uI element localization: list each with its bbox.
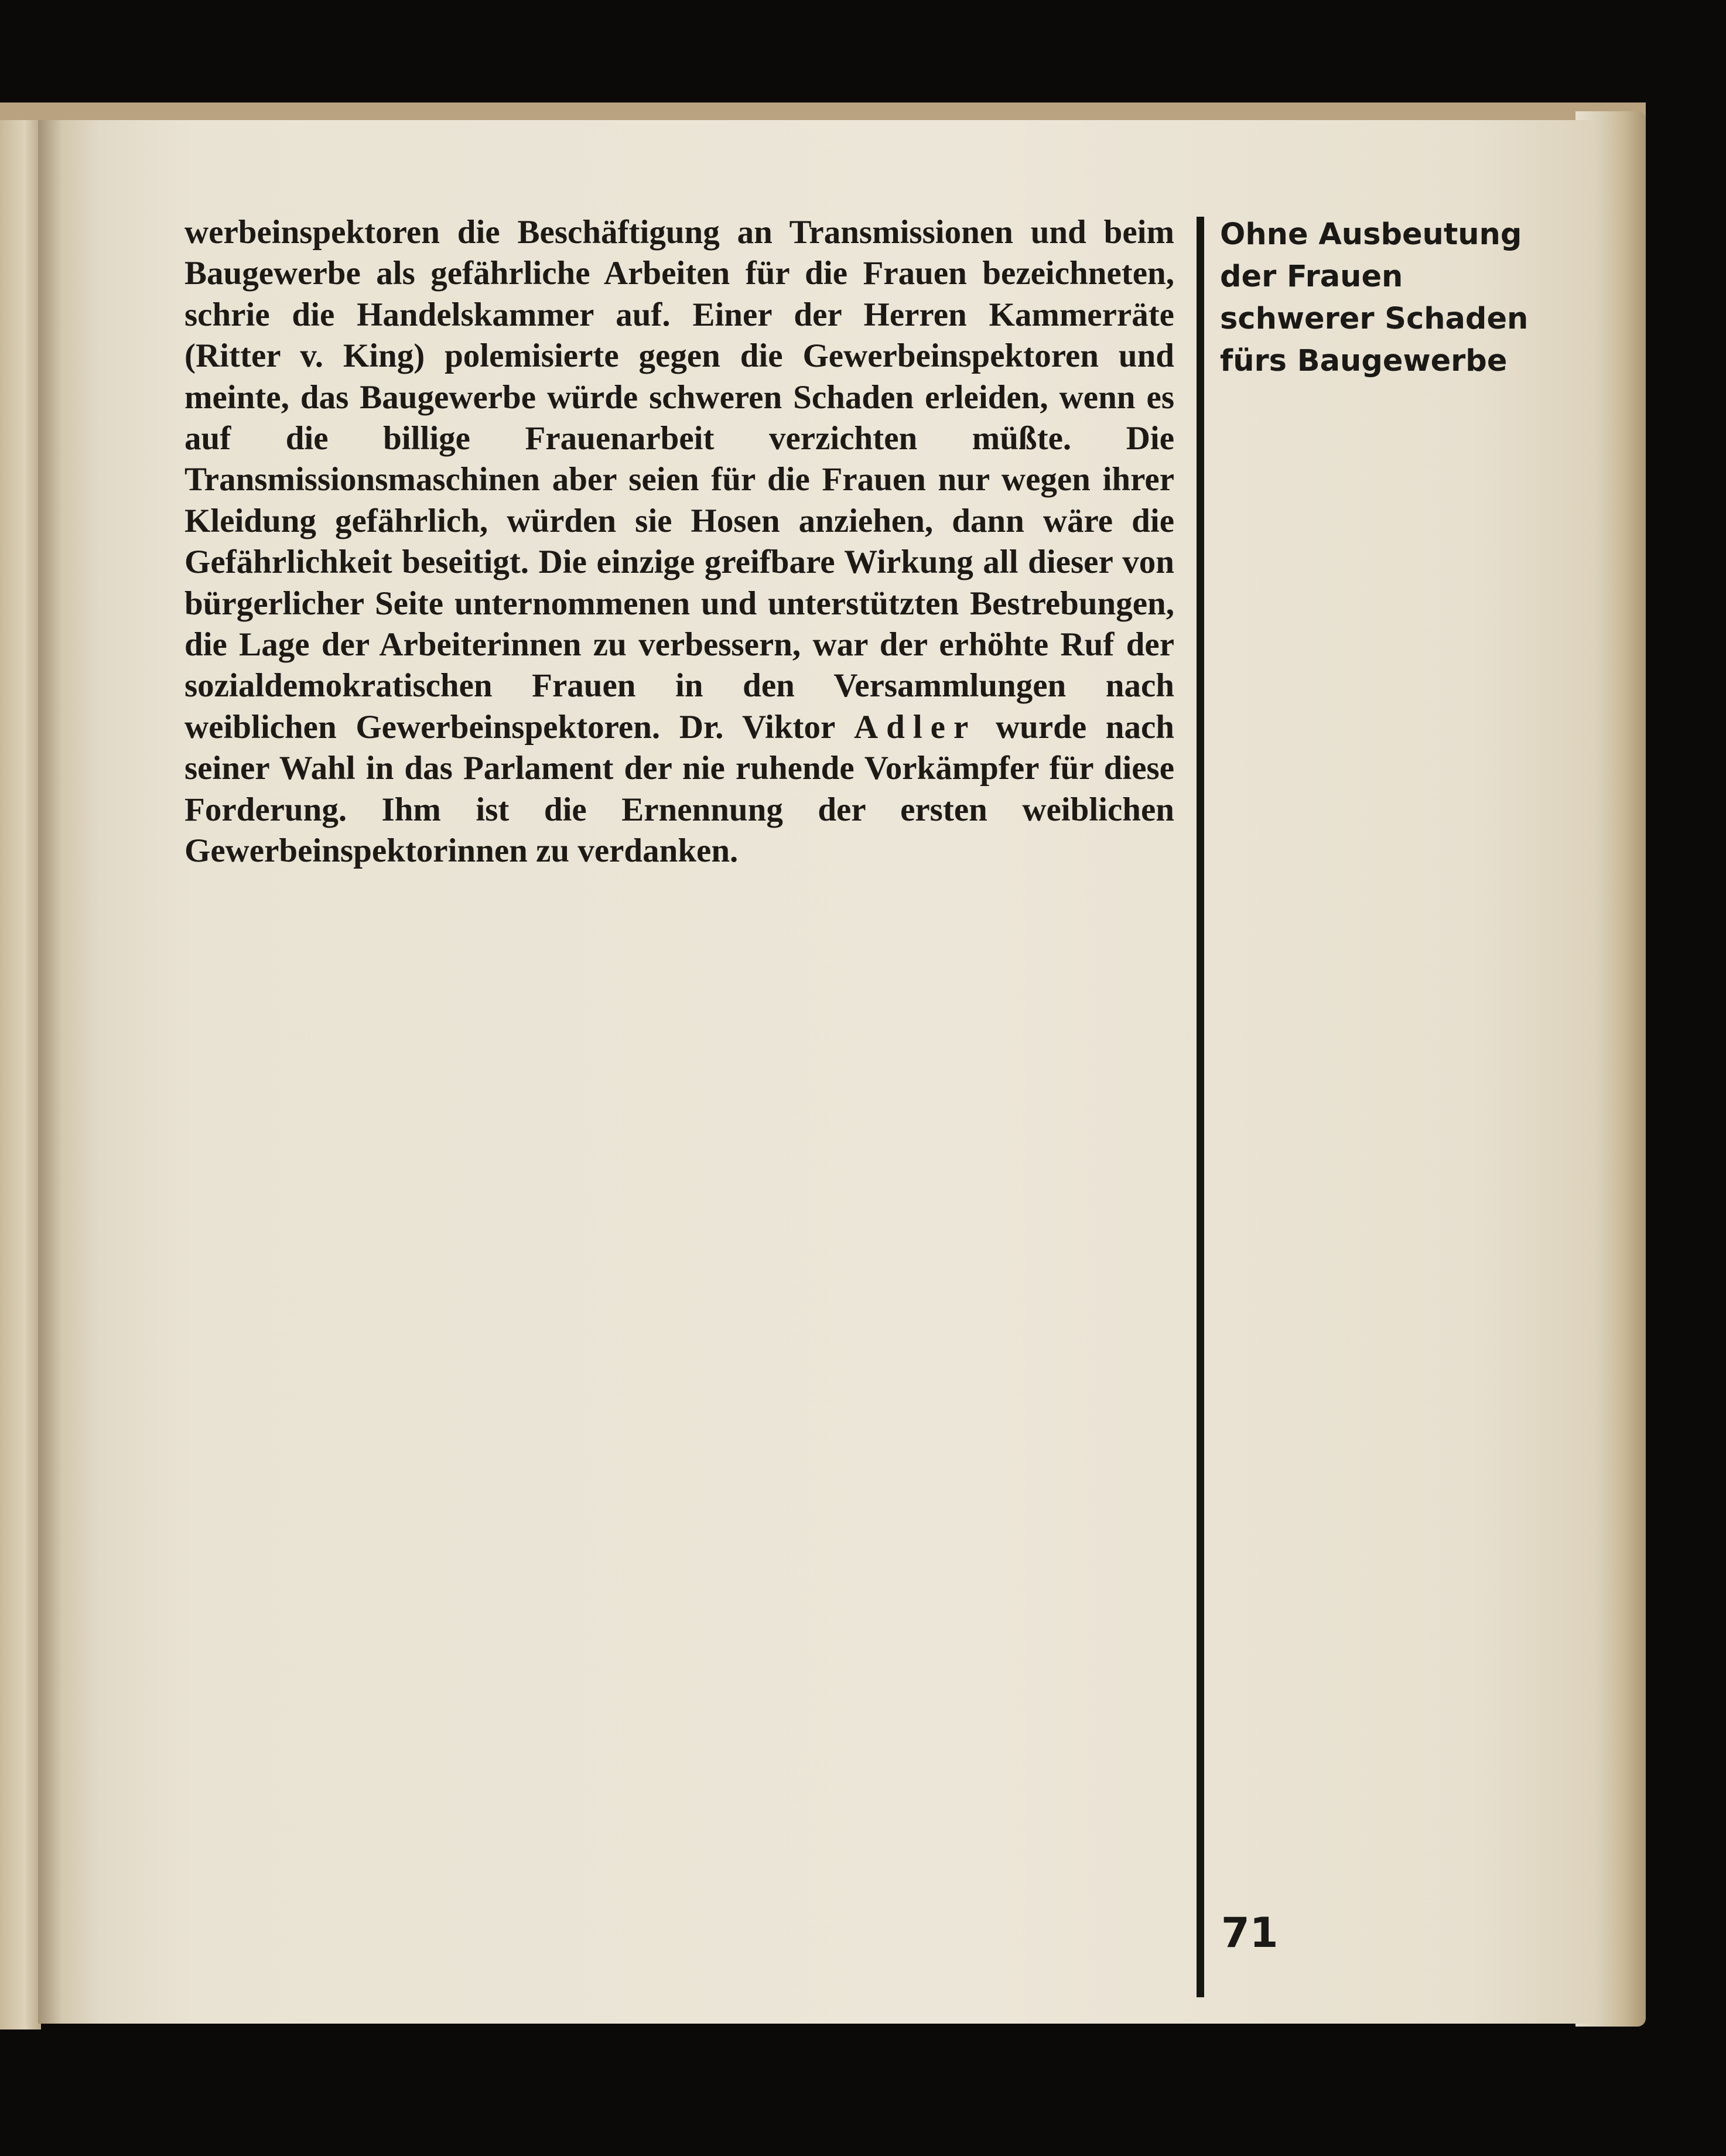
body-text-before-name: werbeinspektoren die Beschäftigung an Transmissionen und beim Baugewerbe als gefährliche Arbeiten für die Frauen bezeichneten, schrie die Handelskammer auf. Einer der Herren Kammerräte (Ritter v. King) polemisierte gegen die Gewerbeinspektoren und meinte, das Baugewerbe würde schweren Schaden erleiden, wenn es auf die billige Frauenarbeit verzichten müßte. Die Transmissionsmaschinen aber seien für die Frauen nur wegen ihrer Kleidung gefährlich, würden sie Hosen anziehen, dann wäre die Gefährlichkeit beseitigt. Die einzige greifbare Wirkung all dieser von bürgerlicher Seite unternommenen und unterstützten Bestrebungen, die Lage der Arbeiterinnen zu verbessern, war der erhöhte Ruf der sozialdemokratischen Frauen in den Versammlungen nach weiblichen Gewerbeinspektoren. Dr. Viktor (184, 214, 1174, 746)
main-text-column (184, 212, 1174, 872)
gutter-shadow (38, 120, 61, 2024)
page-number: 71 (1221, 1909, 1279, 1957)
margin-heading (1220, 214, 1571, 382)
margin-heading-line: Ohne Ausbeutung (1220, 217, 1522, 252)
body-paragraph (184, 212, 1174, 872)
margin-heading-line: fürs Baugewerbe (1220, 344, 1508, 378)
spaced-name: Adler (853, 708, 977, 746)
vertical-rule (1197, 217, 1204, 1997)
margin-heading-line: der Frauen (1220, 259, 1403, 294)
facing-page-edge (0, 120, 41, 2029)
body-text-after-name: wurde nach seiner Wahl in das Parlament der nie ruhende Vorkämpfer für diese Forderung. Ihm ist die Ernennung der ersten weiblichen Gewerbeinspektorinnen zu verdanken. (184, 708, 1174, 870)
margin-heading-line: schwerer Schaden (1220, 302, 1529, 336)
